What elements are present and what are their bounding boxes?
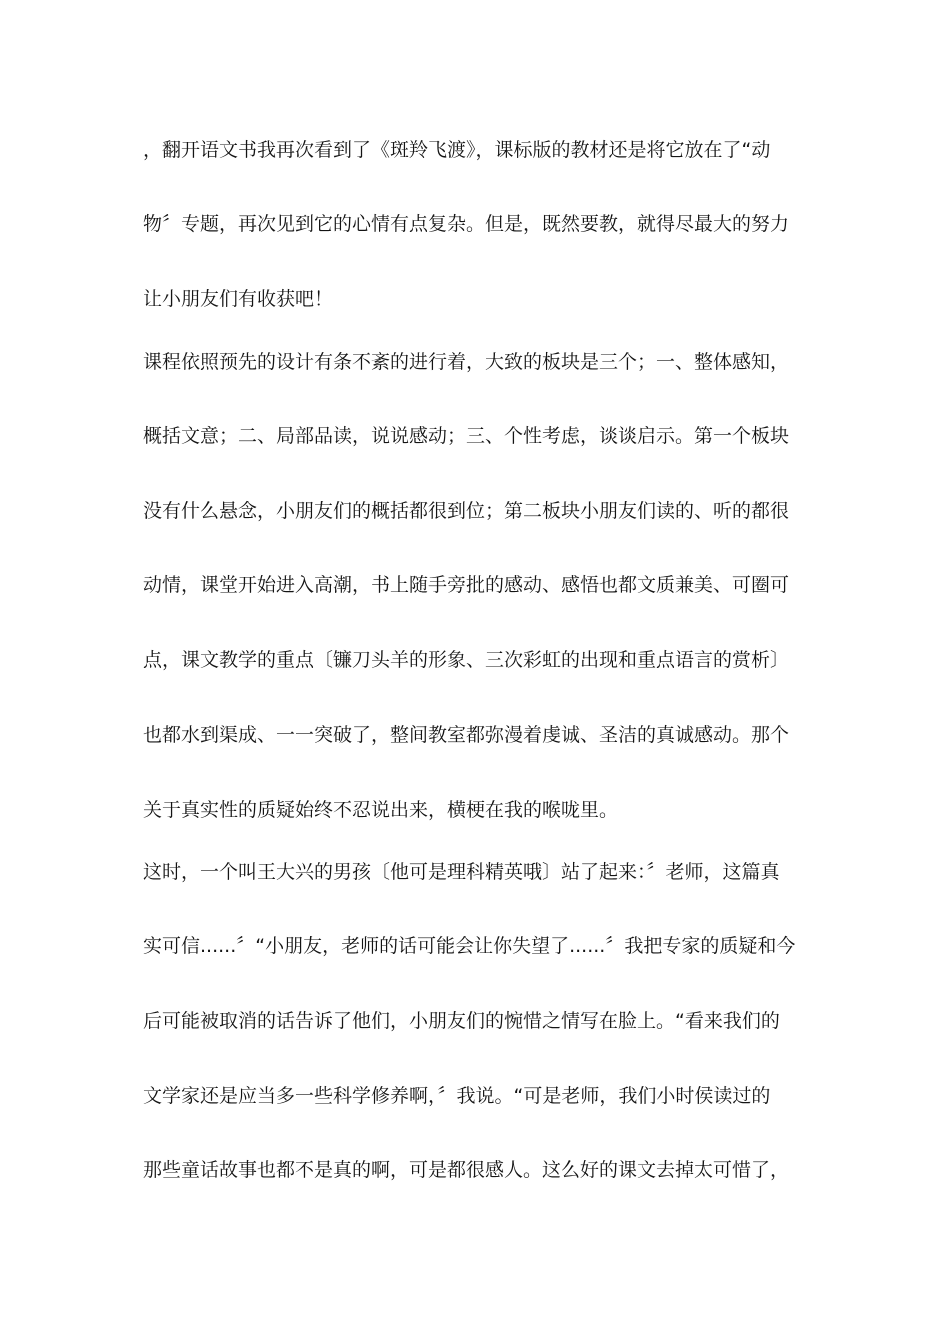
text-line: 物〞专题，再次见到它的心情有点复杂。但是，既然要教，就得尽最大的努力 bbox=[143, 213, 790, 235]
text-line: 点，课文教学的重点〔镰刀头羊的形象、三次彩虹的出现和重点语言的赏析〕 bbox=[143, 649, 790, 671]
text-line: 这时，一个叫王大兴的男孩〔他可是理科精英哦〕站了起来：〞老师，这篇真 bbox=[143, 861, 780, 883]
text-line: 文学家还是应当多一些科学修养啊，〞我说。“可是老师，我们小时侯读过的 bbox=[143, 1085, 771, 1107]
text-line: ，翻开语文书我再次看到了《斑羚飞渡》，课标版的教材还是将它放在了“动 bbox=[143, 139, 771, 161]
text-line: 让小朋友们有收获吧！ bbox=[143, 288, 334, 310]
text-line: 概括文意；二、局部品读，说说感动；三、个性考虑，谈谈启示。第一个板块 bbox=[143, 425, 790, 447]
text-line: 课程依照预先的设计有条不紊的进行着，大致的板块是三个；一、整体感知， bbox=[143, 351, 790, 373]
text-line: 实可信......〞“小朋友，老师的话可能会让你失望了......〞我把专家的质疑和今 bbox=[143, 935, 796, 957]
text-line: 关于真实性的质疑始终不忍说出来，横梗在我的喉咙里。 bbox=[143, 799, 619, 821]
text-line: 动情，课堂开始进入高潮，书上随手旁批的感动、感悟也都文质兼美、可圈可 bbox=[143, 574, 790, 596]
text-line: 那些童话故事也都不是真的啊，可是都很感人。这么好的课文去掉太可惜了， bbox=[143, 1159, 790, 1181]
text-line: 后可能被取消的话告诉了他们，小朋友们的惋惜之情写在脸上。“看来我们的 bbox=[143, 1010, 780, 1032]
text-line: 也都水到渠成、一一突破了，整间教室都弥漫着虔诚、圣洁的真诚感动。那个 bbox=[143, 724, 790, 746]
text-line: 没有什么悬念，小朋友们的概括都很到位；第二板块小朋友们读的、听的都很 bbox=[143, 500, 790, 522]
